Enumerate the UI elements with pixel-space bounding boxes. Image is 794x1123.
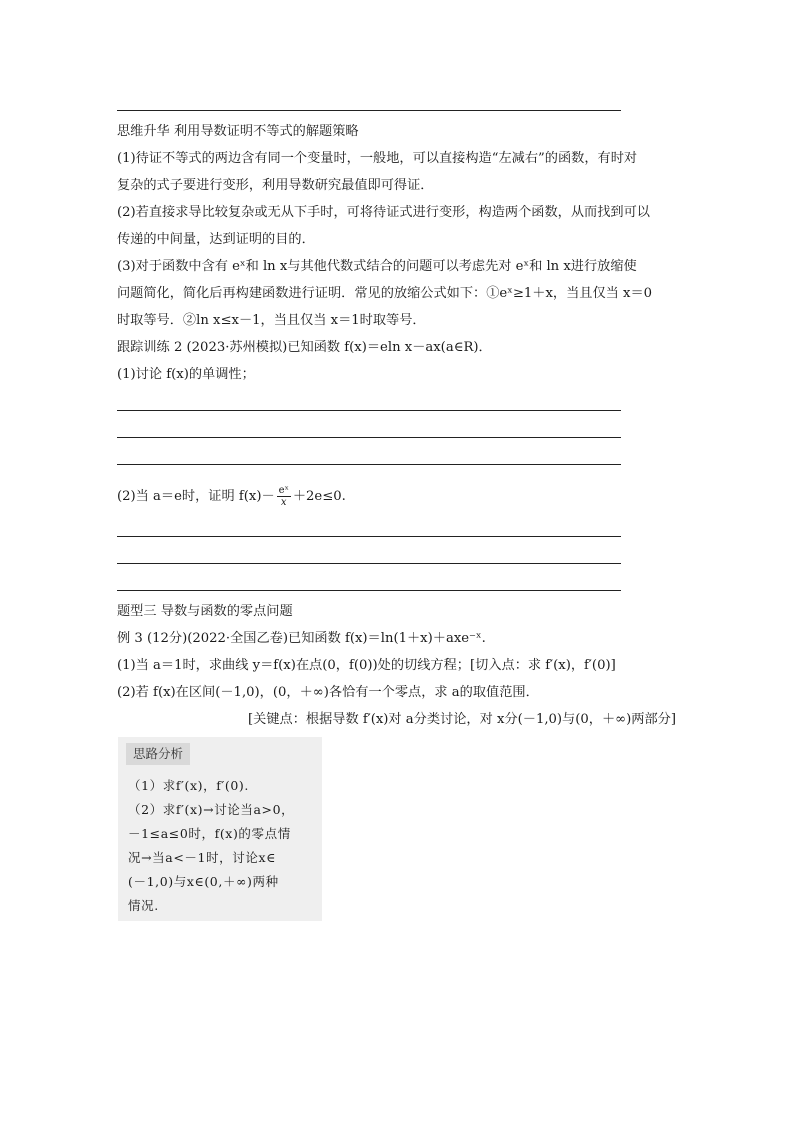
example-title: 例 3 (12分)(2022·全国乙卷)已知函数 f(x)＝ln(1＋x)＋axe⁻ˣ. [117, 631, 486, 646]
exercise-question-1: (1)讨论 f(x)的单调性； [117, 367, 255, 382]
analysis-label: 思路分析 [126, 743, 190, 765]
analysis-line: (－1,0)与x∈(0,＋∞)两种 [128, 874, 279, 889]
answer-line [117, 437, 621, 438]
answer-line [117, 536, 621, 537]
exercise-title: 跟踪训练 2 (2023·苏州模拟)已知函数 f(x)＝eln x－ax(a∈R)． [117, 340, 492, 355]
answer-line [117, 563, 621, 564]
q2-suffix: ＋2e≤0. [292, 489, 346, 504]
example-question-1: (1)当 a＝1时，求曲线 y＝f(x)在点(0，f(0))处的切线方程；[切入点：求 f′(x)，f′(0)] [117, 658, 616, 673]
answer-line [117, 590, 621, 591]
section-heading: 题型三 导数与函数的零点问题 [117, 604, 293, 619]
analysis-line: 情况. [128, 898, 159, 913]
analysis-line: （1）求f′(x)，f′(0). [128, 778, 249, 793]
fraction [277, 485, 291, 508]
answer-line [117, 464, 621, 465]
strategy-line-7: 时取等号．②ln x≤x－1，当且仅当 x＝1时取等号． [117, 313, 426, 328]
analysis-line: （2）求f′(x)→讨论当a>0， [128, 802, 295, 817]
strategy-line-2: 复杂的式子要进行变形，利用导数研究最值即可得证． [117, 178, 434, 193]
top-divider [117, 110, 621, 111]
analysis-line: 况→当a<－1时，讨论x∈ [128, 850, 276, 865]
keypoint-note: [关键点：根据导数 f′(x)对 a分类讨论，对 x分(－1,0)与(0，＋∞)两部分] [247, 712, 676, 727]
exercise-question-2 [117, 485, 346, 508]
answer-line [117, 410, 621, 411]
strategy-line-5: (3)对于函数中含有 eˣ和 ln x与其他代数式结合的问题可以考虑先对 eˣ和 ln x进行放缩使 [117, 259, 637, 274]
fraction-denominator: x [280, 497, 287, 508]
strategy-line-3: (2)若直接求导比较复杂或无从下手时，可将待证式进行变形，构造两个函数，从而找到可以 [117, 205, 650, 220]
analysis-box [118, 737, 322, 921]
section-title: 思维升华 利用导数证明不等式的解题策略 [117, 124, 359, 139]
strategy-line-6: 问题简化，简化后再构建函数进行证明．常见的放缩公式如下：①eˣ≥1＋x，当且仅当 x＝0 [117, 286, 653, 301]
fraction-numerator: eˣ [278, 485, 289, 496]
example-question-2: (2)若 f(x)在区间(－1,0)，(0，＋∞)各恰有一个零点，求 a的取值范围． [117, 685, 539, 700]
q2-prefix: (2)当 a＝e时，证明 f(x)－ [117, 489, 275, 504]
strategy-line-4: 传递的中间量，达到证明的目的． [117, 232, 315, 247]
analysis-line: －1≤a≤0时，f(x)的零点情 [128, 826, 291, 841]
strategy-line-1: (1)待证不等式的两边含有同一个变量时，一般地，可以直接构造“左减右”的函数，有时对 [117, 151, 638, 166]
